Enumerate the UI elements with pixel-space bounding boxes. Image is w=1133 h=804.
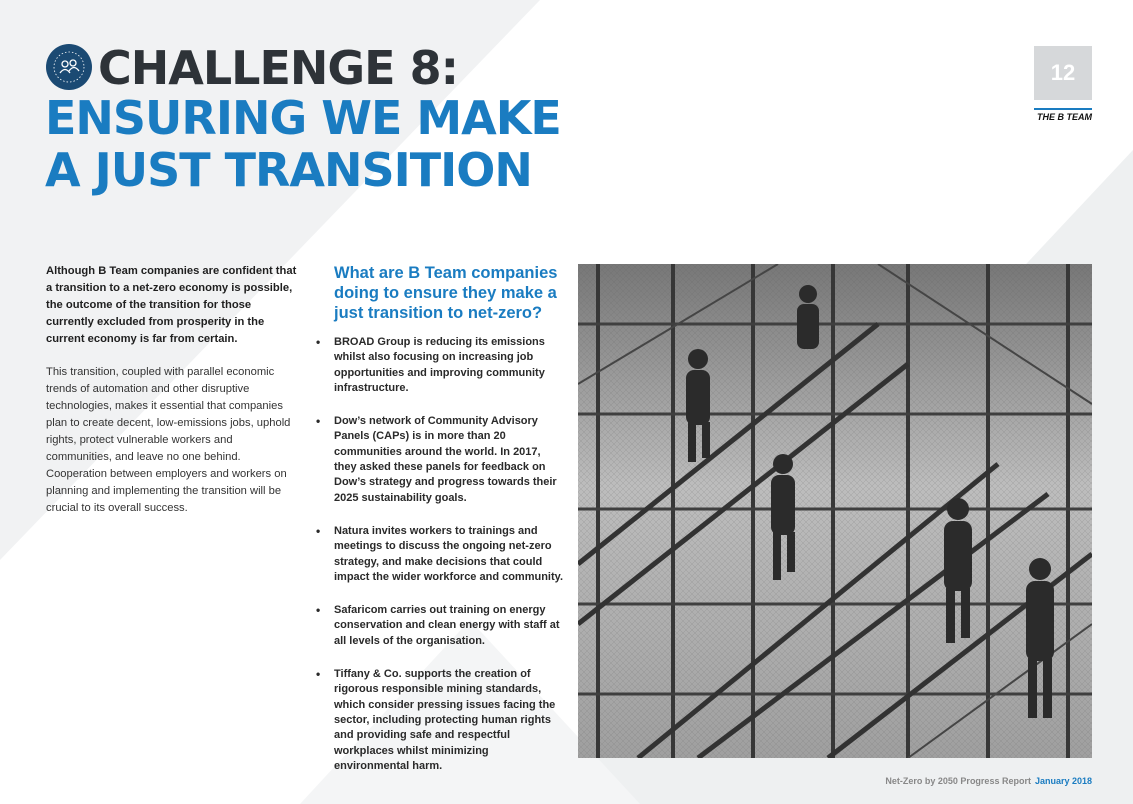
- intro-lead: Although B Team companies are confident that a transition to a net-zero economy is possible, the outcome of the transition for those currently excluded from prosperity in the current economy is far from certain.: [46, 265, 297, 345]
- examples-column: [316, 263, 566, 792]
- bullet-icon: •: [316, 667, 321, 682]
- people-group-icon: [46, 44, 92, 90]
- list-item-text: BROAD Group is reducing its emissions whilst also focusing on increasing job opportunities and improving community infrastructure.: [334, 336, 545, 394]
- list-item-text: Natura invites workers to trainings and meetings to discuss the ongoing net-zero strategy, and make decisions that could impact the wider workforce and community.: [334, 524, 564, 583]
- list-item-text: Safaricom carries out training on energy conservation and clean energy with staff at all levels of the organisation.: [334, 604, 560, 647]
- bullet-icon: •: [316, 603, 321, 618]
- footer-report-title: Net-Zero by 2050 Progress Report: [885, 776, 1031, 786]
- list-item: [316, 414, 566, 506]
- page-title: CHALLENGE 8:: [98, 41, 458, 95]
- list-item: [316, 335, 566, 396]
- page-subtitle: [45, 92, 561, 196]
- list-item: [316, 523, 566, 585]
- scaffolding-photo: [578, 264, 1092, 758]
- subtitle-line-1: ENSURING WE MAKE: [45, 91, 561, 145]
- subtitle-line-2: A JUST TRANSITION: [45, 143, 532, 197]
- examples-list: [316, 335, 566, 774]
- bullet-icon: •: [316, 414, 321, 429]
- brand-divider: [1034, 108, 1092, 110]
- footer: [820, 776, 1092, 786]
- list-item-text: Dow’s network of Community Advisory Panels (CAPs) is in more than 20 communities around the world. In 2017, they asked these panels for feedback on Dow’s strategy and progress towards their 2025 sustainability goals.: [334, 415, 557, 504]
- brand-logo: THE B TEAM: [1037, 112, 1092, 122]
- bullet-icon: •: [316, 523, 321, 538]
- footer-date: January 2018: [1034, 776, 1092, 786]
- intro-body: This transition, coupled with parallel economic trends of automation and other disruptive technologies, makes it essential that companies plan to create decent, low-emissions jobs, uphold rights, protect vulnerable workers and communities, and leave no one behind. Cooperation between employers and workers on planning and implementing the transition will be crucial to its overall success.: [46, 366, 291, 514]
- list-item: [316, 667, 566, 774]
- bullet-icon: •: [316, 335, 321, 349]
- section-heading: What are B Team companies doing to ensure they make a just transition to net-zero?: [334, 264, 558, 322]
- list-item-text: Tiffany & Co. supports the creation of rigorous responsible mining standards, which consider pressing issues facing the sector, including protecting human rights and providing safe and respectful workplaces whilst minimizing environmental harm.: [334, 668, 556, 772]
- page-number: 12: [1034, 46, 1092, 100]
- intro-column: [46, 263, 298, 517]
- list-item: [316, 603, 566, 649]
